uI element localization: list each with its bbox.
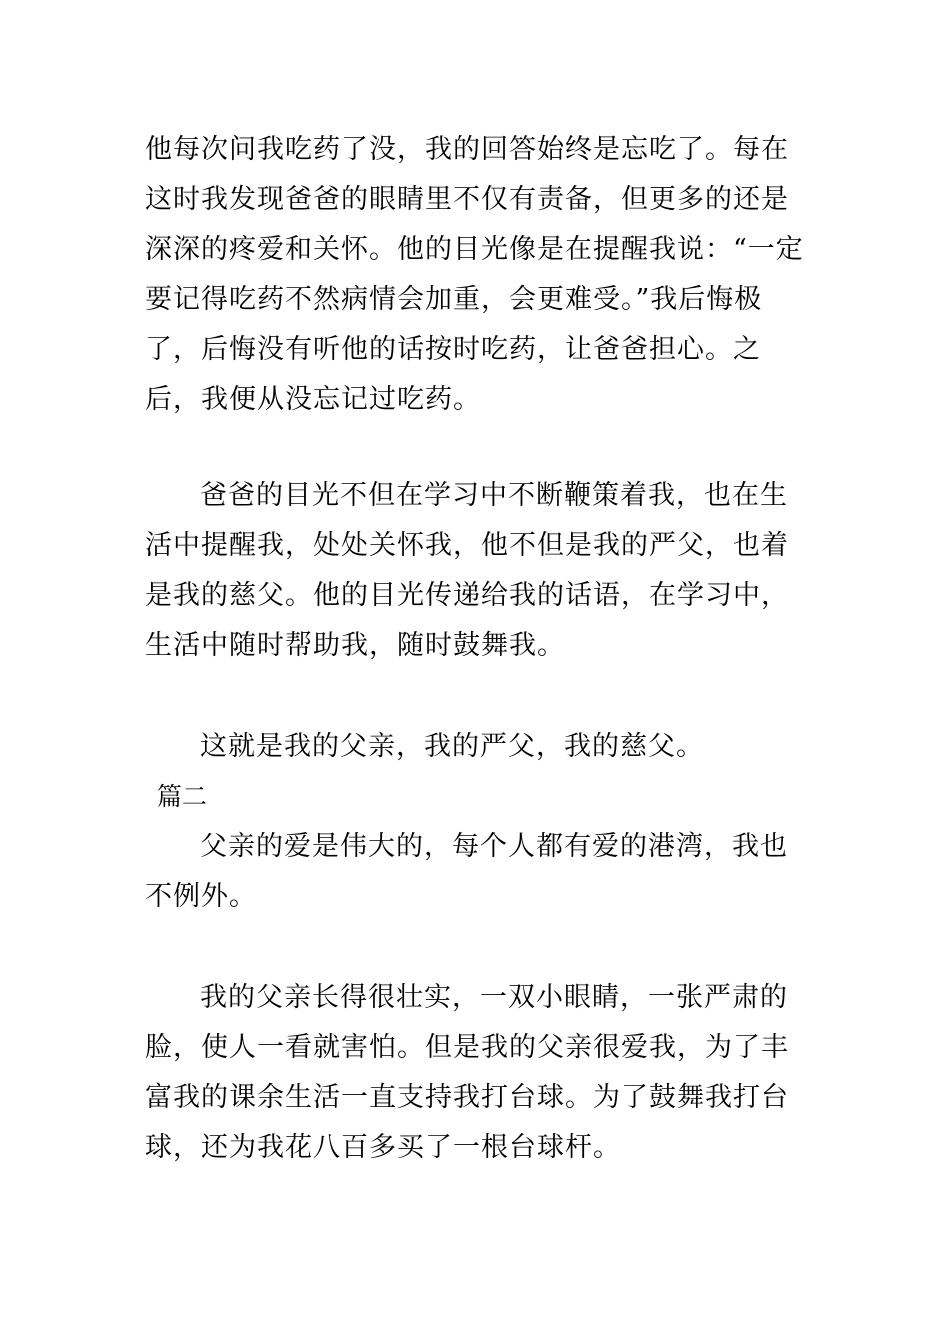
paragraph-conclusion: 这就是我的父亲，我的严父，我的慈父。 xyxy=(200,731,704,762)
section-heading: 篇二 xyxy=(157,782,208,811)
paragraph-fathers-gaze: 爸爸的目光不但在学习中不断鞭策着我，也在生活中提醒我，处处关怀我，他不但是我的严父，也着是我的慈父。他的目光传递给我的话语，在学习中，生活中随时帮助我，随时鼓舞我。 xyxy=(145,480,789,661)
paragraph-fathers-love: 父亲的爱是伟大的，每个人都有爱的港湾，我也不例外。 xyxy=(145,831,788,912)
paragraph-billiards: 我的父亲长得很壮实，一双小眼睛，一张严肃的脸，使人一看就害怕。但是我的父亲很爱我，为了丰富我的课余生活一直支持我打台球。为了鼓舞我打台球，还为我花八百多买了一根台球杆。 xyxy=(145,982,789,1163)
paragraph-medicine: 他每次问我吃药了没，我的回答始终是忘吃了。每在这时我发现爸爸的眼睛里不仅有责备，但更多的还是深深的疼爱和关怀。他的目光像是在提醒我说：“一定要记得吃药不然病情会加重，会更难受。”我后悔极了，后悔没有听他的话按时吃药，让爸爸担心。之后，我便从没忘记过吃药。 xyxy=(145,134,804,415)
